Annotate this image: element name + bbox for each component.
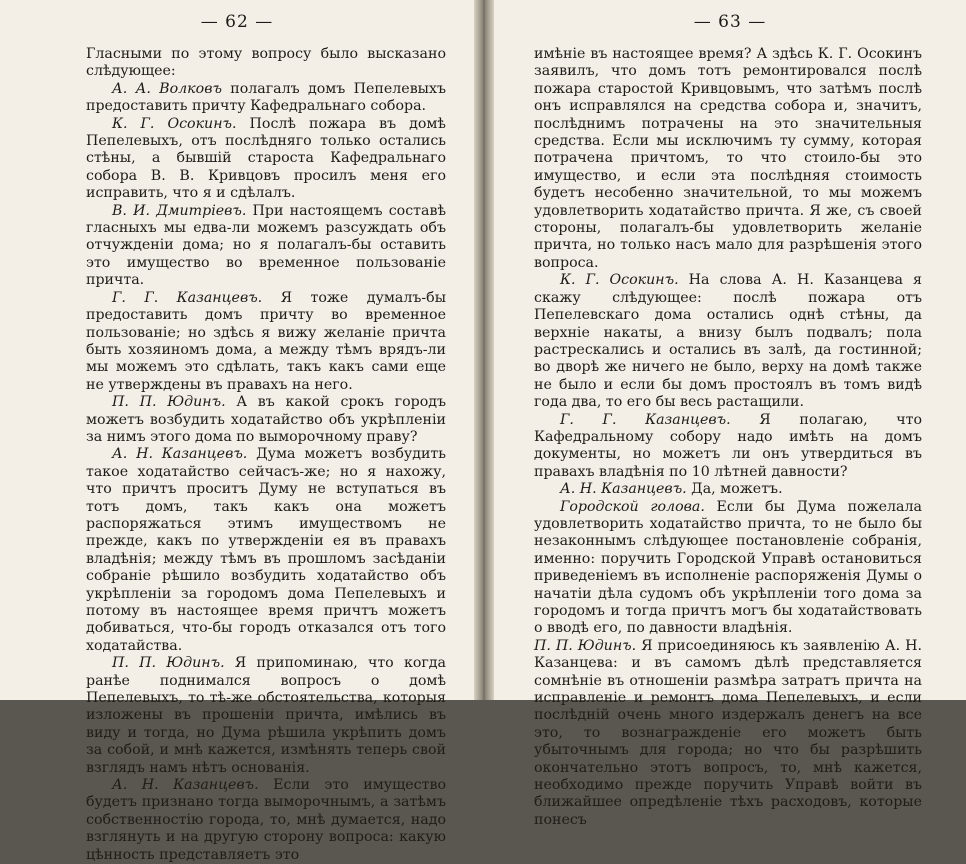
page-text: [534, 46, 922, 829]
page-number: — 62 —: [200, 12, 274, 32]
paragraph-text: Я полагаю, что Кафедральному собору надо имѣть на домъ документы, но можетъ ли онъ утвердиться въ правахъ владѣнія по 10 лѣтней давности?: [534, 411, 923, 480]
paragraph-text: Если это имущество будетъ признано тогда выморочнымъ, а затѣмъ собственностію города, то, мнѣ думается, надо взглянуть и на другую сторону вопроса: какую цѣнность представляетъ это: [86, 777, 446, 863]
page-text: [86, 46, 446, 864]
paragraph-text: Да, можетъ.: [686, 481, 783, 498]
speaker-name: П. П. Юдинъ.: [112, 394, 226, 411]
speaker-name: А. Н. Казанцевъ.: [112, 777, 259, 794]
page-number: — 63 —: [693, 12, 767, 32]
speaker-name: П. П. Юдинъ.: [534, 637, 637, 654]
speaker-name: К. Г. Осокинъ.: [112, 115, 237, 132]
paragraph-text: Я тоже думалъ-бы предоставить домъ причту во временное пользованіе; но здѣсь я вижу желаніе причта быть хозяиномъ дома, а между тѣмъ врядъ-ли мы можемъ это сдѣлать, такъ какъ сами еще не утверждены въ правахъ на него.: [86, 289, 446, 393]
paragraph: [534, 272, 922, 411]
speaker-name: Г. Г. Казанцевъ.: [112, 289, 263, 306]
paragraph: [86, 446, 446, 655]
paragraph-text: Я присоединяюсь къ заявленію А. Н. Казанцева: и въ самомъ дѣлѣ представляется сомнѣніе въ отношеніи размѣра затратъ причта на исправленіе и ремонтъ дома Пепелевыхъ, и если послѣдній очень много издержалъ денегъ на все это, то вознагражденіе его можетъ быть убыточнымъ для города; но что бы разрѣшить окончательно этотъ вопросъ, то, мнѣ кажется, необходимо прежде поручить Управѣ войти въ ближайшее опредѣленіе тѣхъ расходовъ, которые понесъ: [534, 637, 923, 828]
paragraph-text: При настоящемъ составѣ гласныхъ мы едва-ли можемъ разсуждать объ отчужденіи дома; но я полагалъ-бы оставить это имущество во временное пользованіе причта.: [86, 202, 447, 289]
right-page: [494, 0, 966, 828]
paragraph: [86, 116, 446, 203]
paragraph: [86, 655, 446, 777]
speaker-name: Г. Г. Казанцевъ.: [560, 411, 731, 428]
paragraph: [534, 412, 922, 482]
paragraph: [534, 638, 922, 829]
speaker-name: К. Г. Осокинъ.: [560, 272, 679, 289]
speaker-name: В. И. Дмитріевъ.: [112, 202, 247, 219]
paragraph-text: На слова А. Н. Казанцева я скажу слѣдующее: послѣ пожара отъ Пепелевскаго дома остались однѣ стѣны, да верхніе накаты, а внизу былъ подвалъ; пола растрескались и остались въ залѣ, да гостинной; во дворѣ же ничего не было, верху на домѣ также не было и если бы домъ простоялъ въ томъ видѣ года два, то его бы весь растащили.: [534, 272, 922, 411]
paragraph-text: А въ какой срокъ городъ можетъ возбудить ходатайство объ укрѣпленіи за нимъ этого дома по выморочному праву?: [86, 394, 446, 445]
paragraph: [86, 203, 446, 290]
paragraph: [86, 777, 446, 864]
speaker-name: А. Н. Казанцевъ.: [560, 481, 687, 498]
paragraph: [534, 499, 922, 638]
left-page: [0, 0, 474, 863]
paragraph: [86, 394, 446, 446]
speaker-name: А. Н. Казанцевъ.: [112, 446, 248, 463]
paragraph: [534, 481, 922, 498]
paragraph-text: имѣніе въ настоящее время? А здѣсь К. Г. Осокинъ заявилъ, что домъ тотъ ремонтировался послѣ пожара старостой Кривцовымъ, что затѣмъ послѣ онъ исправлялся на средства собора и, значитъ, послѣднимъ потрачены на это значительныя средства. Если мы исключимъ ту сумму, которая потрачена причтомъ, то что стоило-бы это имущество, и если эта послѣдняя стоимость будетъ несобенно значительной, то мы можемъ удовлетворить ходатайство причта. Я же, съ своей стороны, полагалъ-бы удовлетворить желаніе причта, но только насъ мало для разрѣшенія этого вопроса.: [534, 46, 922, 271]
speaker-name: П. П. Юдинъ.: [112, 655, 225, 672]
paragraph: [86, 81, 446, 116]
speaker-name: Городской голова.: [560, 498, 705, 515]
paragraph: [86, 290, 446, 394]
paragraph-text: Гласными по этому вопросу было высказано слѣдующее:: [86, 46, 446, 80]
paragraph: [534, 46, 922, 272]
paragraph-text: полагалъ домъ Пепелевыхъ предоставить причту Кафедральнаго собора.: [86, 80, 447, 115]
book-gutter: [474, 0, 494, 700]
paragraph-text: Если бы Дума пожелала удовлетворить ходатайство причта, то не было бы незаконнымъ слѣдующее постановленіе собранія, именно: поручить Городской Управѣ остановиться приведеніемъ въ исполненіе распоряженія Думы о начатіи дѣла судомъ объ укрѣпленіи того дома за городомъ и тогда причтъ могъ бы ходатайствовать о вводѣ его, по давности владѣнія.: [534, 498, 922, 637]
paragraph-text: Я припоминаю, что когда ранѣе поднимался вопросъ о домѣ Пепелевыхъ, то тѣ-же обстоятельства, которыя изложены въ прошеніи причта, имѣлись въ виду и тогда, но Дума рѣшила укрѣпить домъ за собой, и мнѣ кажется, измѣнять теперь свой взглядъ намъ нѣтъ основанія.: [86, 655, 446, 776]
paragraph: [86, 46, 446, 81]
paragraph-text: Дума можетъ возбудить такое ходатайство сейчасъ-же; но я нахожу, что причтъ проситъ Думу не вступаться въ тотъ домъ, такъ какъ она можетъ распоряжаться этимъ имуществомъ не прежде, какъ по утвержденіи ея въ правахъ владѣнія; между тѣмъ въ прошломъ засѣданіи собраніе рѣшило возбудить ходатайство объ укрѣпленіи за городомъ дома Пепелевыхъ и потому въ настоящее время причтъ можетъ добиваться, что-бы городъ отказался отъ того ходатайства.: [86, 446, 447, 654]
speaker-name: А. А. Волковъ: [112, 80, 222, 97]
paragraph-text: Послѣ пожара въ домѣ Пепелевыхъ, отъ послѣдняго только остались стѣны, а бывшій староста Кафедральнаго собора В. В. Кривцовъ просилъ меня его исправить, что я и сдѣлалъ.: [86, 115, 446, 202]
